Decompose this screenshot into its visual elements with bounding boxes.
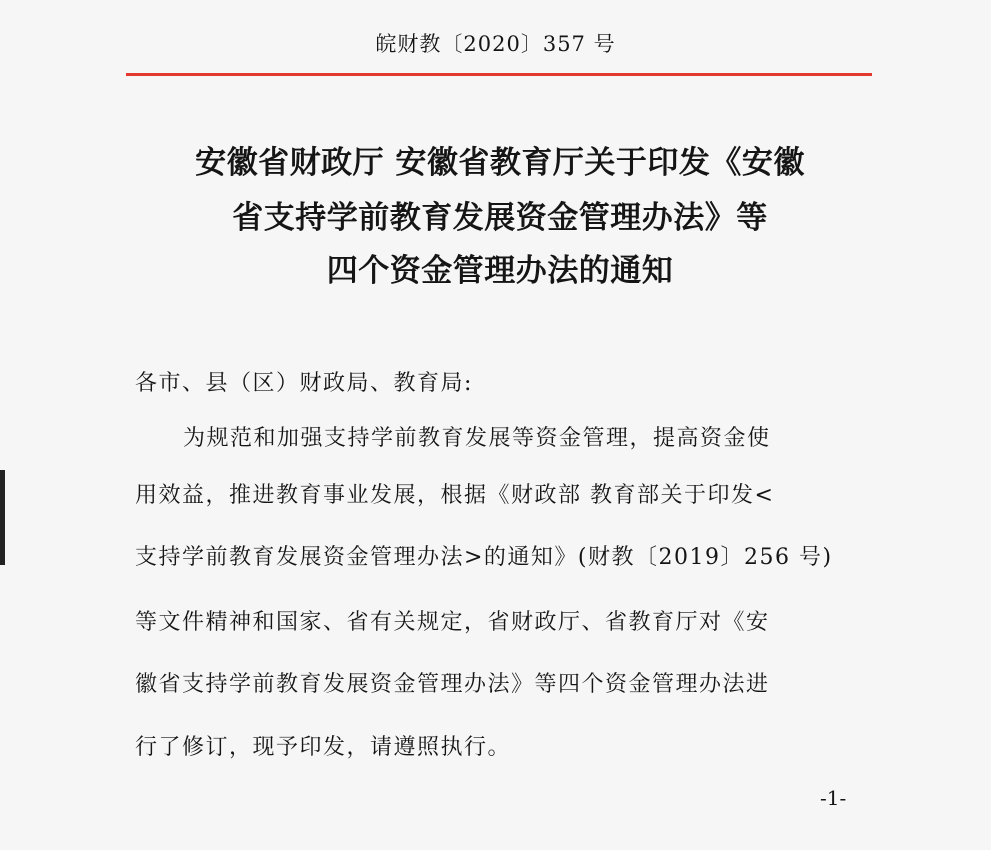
title-line-1: 安徽省财政厅 安徽省教育厅关于印发《安徽 (195, 145, 805, 181)
body-line-4: 等文件精神和国家、省有关规定，省财政厅、省教育厅对《安 (135, 610, 770, 635)
salutation: 各市、县（区）财政局、教育局: (135, 371, 473, 396)
document-number: 皖财教〔2020〕357 号 (375, 32, 616, 56)
page-number: -1- (820, 786, 847, 810)
scan-edge-mark (0, 470, 5, 565)
red-header-rule (126, 73, 872, 76)
body-line-6: 行了修订，现予印发，请遵照执行。 (135, 735, 512, 760)
title-line-3: 四个资金管理办法的通知 (326, 253, 674, 289)
body-line-1: 为规范和加强支持学前教育发展等资金管理，提高资金使 (183, 426, 771, 451)
title-line-2: 省支持学前教育发展资金管理办法》等 (232, 200, 768, 236)
body-line-5: 徽省支持学前教育发展资金管理办法》等四个资金管理办法进 (135, 672, 770, 697)
body-line-3: 支持学前教育发展资金管理办法>的通知》(财教〔2019〕256 号) (135, 545, 833, 570)
body-line-2: 用效益，推进教育事业发展，根据《财政部 教育部关于印发< (135, 483, 775, 508)
